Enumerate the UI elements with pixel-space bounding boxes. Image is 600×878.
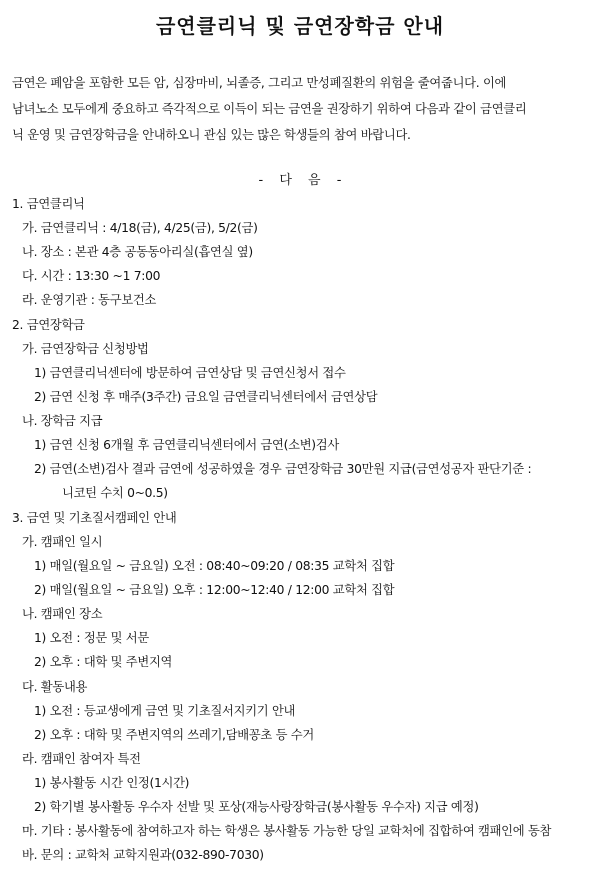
section-3-title: 3. 금연 및 기초질서캠페인 안내: [12, 511, 177, 525]
list-item: 1) 오전 : 등교생에게 금연 및 기초질서지키기 안내: [34, 704, 296, 718]
list-item: 라. 운영기관 : 동구보건소: [22, 293, 157, 307]
page-title: 금연클리닉 및 금연장학금 안내: [155, 14, 445, 38]
list-item: 1) 오전 : 정문 및 서문: [34, 631, 149, 645]
list-item: 2) 오후 : 대학 및 주변지역의 쓰레기,담배꽁초 등 수거: [34, 728, 314, 742]
list-item: 2) 금연 신청 후 매주(3주간) 금요일 금연클리닉센터에서 금연상담: [34, 390, 378, 404]
list-item-continuation: 니코틴 수치 0~0.5): [62, 486, 168, 500]
list-item: 2) 매일(월요일 ~ 금요일) 오후 : 12:00~12:40 / 12:00 교학처 집합: [34, 583, 395, 597]
section-heading: - 다 음 -: [258, 173, 342, 188]
intro-line: 금연은 폐암을 포함한 모든 암, 심장마비, 뇌졸증, 그리고 만성폐질환의 위험을 줄여줍니다. 이에: [12, 76, 507, 90]
list-item: 다. 시간 : 13:30 ~1 7:00: [22, 269, 161, 283]
section-2-title: 2. 금연장학금: [12, 318, 85, 332]
list-item: 1) 매일(월요일 ~ 금요일) 오전 : 08:40~09:20 / 08:35 교학처 집합: [34, 559, 395, 573]
list-item: 가. 금연클리닉 : 4/18(금), 4/25(금), 5/2(금): [22, 221, 258, 235]
section-1-title: 1. 금연클리닉: [12, 197, 85, 211]
intro-paragraph: [12, 70, 590, 148]
list-item: 1) 금연클리닉센터에 방문하여 금연상담 및 금연신청서 접수: [34, 366, 346, 380]
list-item: 가. 캠패인 일시: [22, 535, 103, 549]
intro-line: 닉 운영 및 금연장학금을 안내하오니 관심 있는 많은 학생들의 참여 바랍니다.: [12, 128, 411, 142]
list-item: 마. 기타 : 봉사활동에 참여하고자 하는 학생은 봉사활동 가능한 당일 교학처에 집합하여 캠패인에 동참: [22, 824, 552, 838]
list-item: 다. 활동내용: [22, 680, 88, 694]
list-item: 라. 캠패인 참여자 특전: [22, 752, 141, 766]
list-item: 2) 금연(소변)검사 결과 금연에 성공하였을 경우 금연장학금 30만원 지급(금연성공자 판단기준 :: [34, 462, 532, 476]
list-item: 나. 장학금 지급: [22, 414, 103, 428]
list-item: 1) 금연 신청 6개월 후 금연클리닉센터에서 금연(소변)검사: [34, 438, 339, 452]
list-item: 나. 장소 : 본관 4층 공동동아리실(흡연실 옆): [22, 245, 253, 259]
intro-line: 남녀노소 모두에게 중요하고 즉각적으로 이득이 되는 금연을 권장하기 위하여 다음과 같이 금연클리: [12, 102, 527, 116]
list-item: 바. 문의 : 교학처 교학지원과(032-890-7030): [22, 848, 264, 862]
list-item: 나. 캠패인 장소: [22, 607, 103, 621]
list-item: 2) 오후 : 대학 및 주변지역: [34, 655, 173, 669]
list-item: 가. 금연장학금 신청방법: [22, 342, 149, 356]
list-item: 1) 봉사활동 시간 인정(1시간): [34, 776, 190, 790]
list-item: 2) 학기별 봉사활동 우수자 선발 및 포상(재능사랑장학금(봉사활동 우수자) 지급 예정): [34, 800, 479, 814]
